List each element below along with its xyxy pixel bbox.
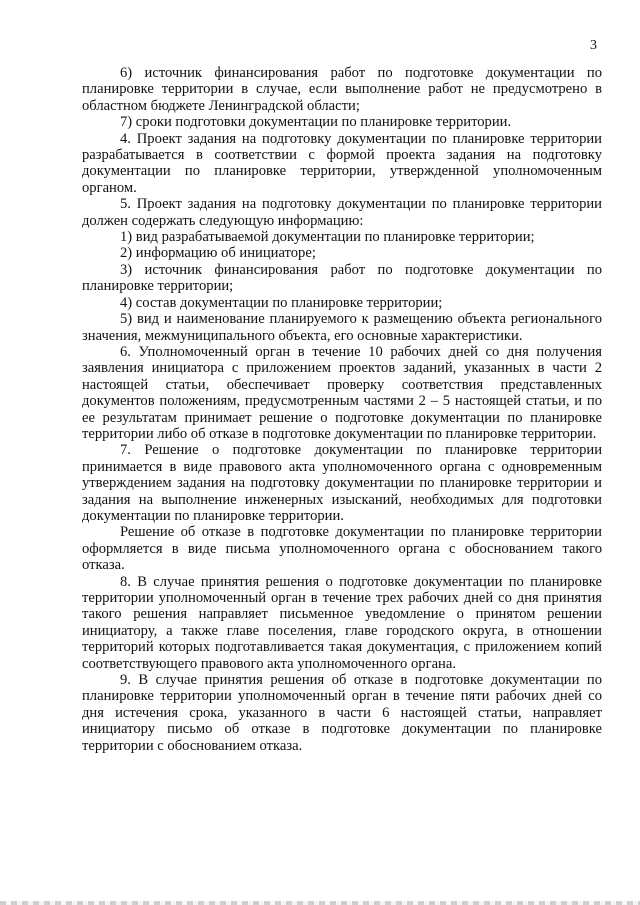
paragraph: 8. В случае принятия решения о подготовке документации по планировке территории уполномоченный орган в течение трех рабочих дней со дня принятия такого решения направляет письменное уведомление о принятом решении инициатору, а также главе поселения, главе городского округа, в отношении территорий которых подготавливается такая документация, с приложением копий соответствующего правового акта уполномоченного органа. — [82, 573, 602, 672]
paragraph: 5) вид и наименование планируемого к размещению объекта регионального значения, межмуниципального объекта, его основные характеристики. — [82, 311, 602, 344]
paragraph: 4) состав документации по планировке территории; — [120, 294, 443, 311]
paragraph: 4. Проект задания на подготовку документации по планировке территории разрабатывается в соответствии с формой проекта задания на подготовку документации по планировке территории, утвержденной уполномоченным органом. — [82, 130, 602, 196]
paragraph: 1) вид разрабатываемой документации по планировке территории; — [120, 229, 535, 246]
paragraph: Решение об отказе в подготовке документации по планировке территории оформляется в виде письма уполномоченного органа с обоснованием такого отказа. — [82, 524, 602, 574]
paragraph: 9. В случае принятия решения об отказе в подготовке документации по планировке территории уполномоченный орган в течение пяти рабочих дней со дня истечения срока, указанного в части 6 настоящей статьи, направляет инициатору письмо об отказе в подготовке документации по планировке территории с обоснованием отказа. — [82, 672, 602, 754]
paragraph: 6. Уполномоченный орган в течение 10 рабочих дней со дня получения заявления инициатора с приложением проектов заданий, указанных в части 2 настоящей статьи, обеспечивает проверку соответствия представленных документов положениям, предусмотренным частями 2 – 5 настоящей статьи, и по ее результатам принимает решение о подготовке документации по планировке территории либо об отказе в подготовке документации по планировке территории. — [82, 343, 602, 442]
paragraph: 5. Проект задания на подготовку документации по планировке территории должен содержать следующую информацию: — [82, 196, 602, 229]
paragraph: 7. Решение о подготовке документации по планировке территории принимается в виде правового акта уполномоченного органа с одновременным утверждением задания на подготовку документации по планировке территории и задания на выполнение инженерных изысканий, необходимых для подготовки документации по планировке территории. — [82, 442, 602, 524]
scan-edge-strip — [0, 901, 640, 905]
document-body — [82, 65, 602, 754]
paragraph: 6) источник финансирования работ по подготовке документации по планировке территории в случае, если выполнение работ не предусмотрено в областном бюджете Ленинградской области; — [82, 65, 602, 114]
paragraph: 2) информацию об инициаторе; — [120, 245, 316, 262]
paragraph: 3) источник финансирования работ по подготовке документации по планировке территории; — [82, 261, 602, 295]
page-number: 3 — [590, 38, 597, 53]
paragraph: 7) сроки подготовки документации по планировке территории. — [120, 114, 512, 131]
